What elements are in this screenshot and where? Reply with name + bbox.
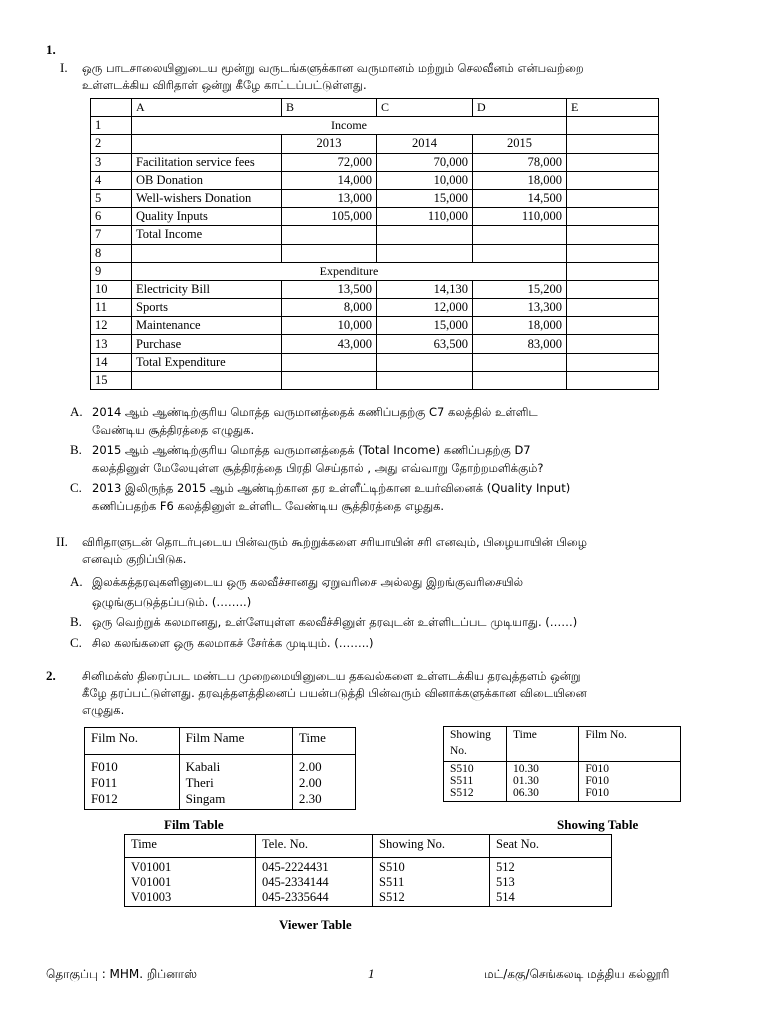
column-header: Seat No. [490,835,612,858]
column-header: Tele. No. [256,835,373,858]
sheet-value: 70,000 [377,153,473,171]
q1-part-ii-line1: விரிதாளுடன் தொடர்புடைய பின்வரும் கூற்றுக்களை சரியாயின் சரி எனவும், பிழையாயின் பிழை [82,535,588,549]
sheet-row-number: 4 [91,171,132,189]
column-header: Showing No. [373,835,490,858]
sheet-value: 13,000 [282,189,377,207]
table-cell: F011 [91,775,118,790]
sheet-row [91,335,659,353]
q1-number: 1. [46,42,56,57]
sheet-row [91,244,659,262]
sheet-row-number: 8 [91,244,132,262]
table-cell: S511 [373,875,490,890]
table-cell: 2.00 [292,775,355,791]
footer-page-number: 1 [368,966,375,981]
sheet-row-label: Sports [132,299,282,317]
sheet-col-header: E [567,99,659,117]
q1-part-ii-line2: எனவும் குறிப்பிடுக. [82,552,187,566]
sheet-row [91,153,659,171]
table-row [85,775,356,791]
sheet-row-number: 1 [91,117,132,135]
sub-a-line2: வேண்டிய சூத்திரத்தை எழுதுக. [92,423,255,437]
table-row [85,755,356,776]
film-table [84,727,356,810]
sheet-row-number: 2 [91,135,132,153]
sub-b-line1: 2015 ஆம் ஆண்டிற்குரிய மொத்த வருமானத்தைக் (Total Income) கணிப்பதற்கு D7 [92,443,531,457]
year-cell: 2015 [473,135,567,153]
sheet-row-number: 15 [91,371,132,389]
sheet-column-header-row [91,99,659,117]
showing-table [443,726,681,802]
table-cell: V01001 [131,875,172,889]
table-cell: S512 [373,890,490,907]
table-cell: 513 [490,875,612,890]
ii-a-line2: ஒழுங்குபடுத்தப்படும். (……..) [92,595,252,609]
table-row [125,890,612,907]
sheet-value: 63,500 [377,335,473,353]
sheet-row-number: 13 [91,335,132,353]
table-cell: S510 [450,763,474,775]
sheet-value: 14,000 [282,171,377,189]
sheet-row-number: 12 [91,317,132,335]
table-cell: 2.00 [292,755,355,776]
table-cell: V01001 [131,860,172,874]
table-row [125,858,612,876]
sheet-row-number: 3 [91,153,132,171]
year-cell: 2014 [377,135,473,153]
q2-line3: எழுதுக. [82,703,125,717]
sub-b-letter: B. [70,442,82,457]
spreadsheet-table [90,98,659,390]
table-cell: 514 [490,890,612,907]
sheet-value: 10,000 [377,171,473,189]
sheet-value: 14,130 [377,280,473,298]
ii-b-line1: ஒரு வெற்றுக் கலமானது, உள்ளேயுள்ள கலவீச்சினுள் தரவுடன் உள்ளிடப்பட முடியாது. (……) [92,615,578,629]
sheet-col-header: A [132,99,282,117]
sheet-value: 15,000 [377,189,473,207]
sub-a-line1: 2014 ஆம் ஆண்டிற்குரிய மொத்த வருமானத்தைக் கணிப்பதற்கு C7 கலத்தில் உள்ளிட [92,405,538,419]
film-table-caption: Film Table [164,817,224,832]
footer-school: மட்/ககு/செங்கலடி மத்திய கல்லூரி [484,967,670,981]
sheet-row [91,208,659,226]
income-title: Income [132,117,567,135]
sheet-row-label: OB Donation [132,171,282,189]
table-cell: 2.30 [292,791,355,810]
table-row [444,775,681,787]
q2-number: 2. [46,668,56,683]
table-cell: 045-2224431 [256,858,373,876]
footer-compiler: தொகுப்பு : MHM. றிப்னாஸ் [46,967,197,981]
sheet-row [91,117,659,135]
sheet-row-label: Purchase [132,335,282,353]
viewer-table-header [125,835,612,858]
sheet-value: 18,000 [473,317,567,335]
sheet-row-label: Facilitation service fees [132,153,282,171]
sheet-value: 78,000 [473,153,567,171]
sheet-col-header: D [473,99,567,117]
sub-a-letter: A. [70,404,83,419]
table-cell: F010 [579,787,681,802]
ii-a-letter: A. [70,574,83,589]
sheet-value: 12,000 [377,299,473,317]
sheet-value: 13,500 [282,280,377,298]
sheet-value: 110,000 [473,208,567,226]
sheet-value: 72,000 [282,153,377,171]
table-cell: S512 [450,787,474,799]
table-cell: 01.30 [507,775,579,787]
sheet-row [91,262,659,280]
table-row [444,787,681,802]
ii-c-line1: சில கலங்களை ஒரு கலமாகச் சேர்க்க முடியும். (……..) [92,636,374,650]
table-cell: F010 [91,759,118,774]
sheet-value: 18,000 [473,171,567,189]
sub-c-letter: C. [70,480,82,495]
table-cell: F010 [579,775,681,787]
sheet-row [91,371,659,389]
table-cell: 045-2334144 [256,875,373,890]
expenditure-title: Expenditure [132,262,567,280]
sheet-row [91,299,659,317]
viewer-table [124,834,612,907]
column-header: Time [292,728,355,755]
sheet-row-label: Total Income [132,226,282,244]
sheet-row-label: Electricity Bill [132,280,282,298]
sheet-value: 10,000 [282,317,377,335]
table-cell: S511 [450,775,474,787]
table-cell: 06.30 [507,787,579,802]
sheet-value: 105,000 [282,208,377,226]
sheet-row [91,353,659,371]
column-header: Showing No. [444,727,507,762]
table-cell: F012 [91,791,118,806]
q1-part-ii-numeral: II. [56,534,68,549]
sheet-row-number: 5 [91,189,132,207]
sheet-value: 110,000 [377,208,473,226]
column-header: Time [507,727,579,762]
viewer-table-caption: Viewer Table [279,917,352,932]
column-header: Film No. [579,727,681,762]
q1-part-i-line2: உள்ளடக்கிய விரிதாள் ஒன்று கீழே காட்டப்பட்டுள்ளது. [82,78,367,92]
ii-c-letter: C. [70,635,82,650]
column-header: Time [125,835,256,858]
sub-c-line2: கணிப்பதற்க F6 கலத்தினுள் உள்ளிட வேண்டிய சூத்திரத்தை எழதுக. [92,499,445,513]
sheet-row-label: Quality Inputs [132,208,282,226]
q1-part-i-line1: ஒரு பாடசாலையினுடைய மூன்று வருடங்களுக்கான வருமானம் மற்றும் செலவீனம் என்பவற்றை [82,61,584,75]
sheet-value: 15,000 [377,317,473,335]
sheet-row-label: Maintenance [132,317,282,335]
film-table-header [85,728,356,755]
showing-table-header [444,727,681,762]
sheet-row [91,135,659,153]
q2-line2: கீழே தரப்பட்டுள்ளது. தரவுத்தளத்தினைப் பயன்படுத்தி பின்வரும் வினாக்களுக்கான விடையினை [82,686,587,700]
table-cell: 045-2335644 [256,890,373,907]
table-cell: 10.30 [507,762,579,776]
sheet-col-header [91,99,132,117]
sheet-row-label: Total Expenditure [132,353,282,371]
sheet-value: 43,000 [282,335,377,353]
table-row [125,875,612,890]
table-cell: F010 [579,762,681,776]
table-cell: Singam [179,791,292,810]
q1-part-i-numeral: I. [60,60,68,75]
sheet-value: 83,000 [473,335,567,353]
column-header: Film Name [179,728,292,755]
year-cell: 2013 [282,135,377,153]
ii-a-line1: இலக்கத்தரவுகளினுடைய ஒரு கலவீச்சானது ஏறுவரிசை அல்லது இறங்குவரிசையில் [92,575,524,589]
table-row [85,791,356,810]
sheet-value: 8,000 [282,299,377,317]
sheet-row-number: 14 [91,353,132,371]
sheet-col-header: B [282,99,377,117]
showing-table-caption: Showing Table [557,817,639,832]
q2-line1: சினிமக்ஸ் திரைப்பட மண்டப முறைமையினுடைய தகவல்களை உள்ளடக்கிய தரவுத்தளம் ஒன்று [82,669,581,683]
table-cell: 512 [490,858,612,876]
sheet-row [91,226,659,244]
sub-c-line1: 2013 இலிருந்த 2015 ஆம் ஆண்டிற்கான தர உள்ளீட்டிற்கான உயர்வினைக் (Quality Input) [92,481,571,495]
sheet-row [91,280,659,298]
sheet-row [91,171,659,189]
table-cell: S510 [373,858,490,876]
table-cell: Theri [179,775,292,791]
sheet-row-number: 10 [91,280,132,298]
sheet-value: 15,200 [473,280,567,298]
sheet-value: 14,500 [473,189,567,207]
sheet-row [91,189,659,207]
sheet-row-number: 11 [91,299,132,317]
sheet-value: 13,300 [473,299,567,317]
sub-b-line2: கலத்தினுள் மேலேயுள்ள சூத்திரத்தை பிரதி செய்தால் , அது எவ்வாறு தோற்றமளிக்கும்? [92,461,544,475]
sheet-row-number: 6 [91,208,132,226]
sheet-row-number: 7 [91,226,132,244]
sheet-row-number: 9 [91,262,132,280]
sheet-col-header: C [377,99,473,117]
sheet-row [91,317,659,335]
column-header: Film No. [85,728,180,755]
table-cell: Kabali [179,755,292,776]
table-row [444,762,681,776]
table-cell: V01003 [131,890,172,904]
sheet-row-label: Well-wishers Donation [132,189,282,207]
ii-b-letter: B. [70,614,82,629]
